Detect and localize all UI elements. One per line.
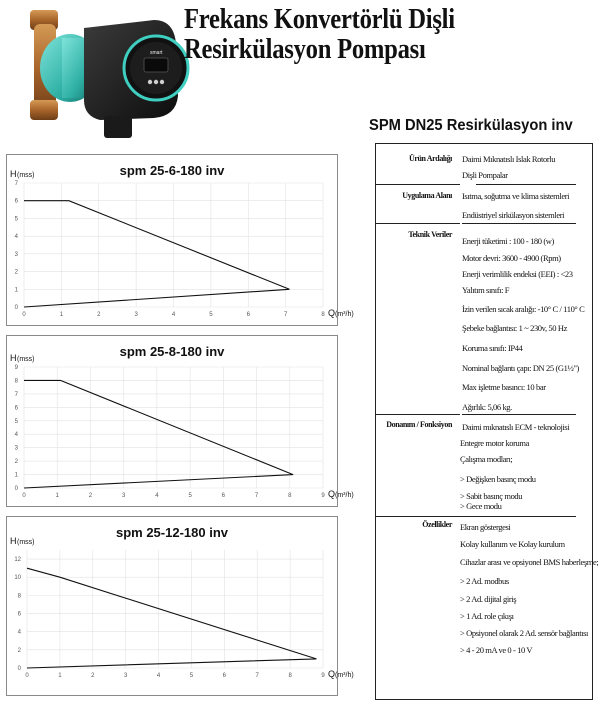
y-tick-label: 2 [14, 459, 18, 466]
spec-line: Daimi Mıknatıslı Islak Rotorlu [462, 154, 556, 164]
y-tick-label: 7 [14, 181, 18, 187]
performance-chart-3 [7, 517, 354, 695]
spec-divider [376, 184, 460, 185]
y-tick-label: 8 [14, 378, 18, 385]
spec-line: Daimi mıknatıslı ECM - teknolojisi [462, 422, 570, 432]
spec-line: Motor devri: 3600 - 4900 (Rpm) [462, 253, 561, 263]
y-axis-unit: (mss) [17, 172, 35, 179]
spec-divider [460, 516, 576, 517]
spec-line: Ağırlık: 5,06 kg. [462, 402, 512, 412]
spec-line: Dişli Pompalar [462, 170, 508, 180]
chart-panel-spm-25-6 [6, 154, 354, 326]
spec-line: Entegre motor koruma [460, 438, 529, 448]
y-tick-label: 6 [14, 405, 18, 412]
spec-line: Ekran göstergesi [460, 522, 511, 532]
x-tick-label: 6 [222, 673, 227, 679]
chart-title: spm 25-12-180 inv [115, 525, 229, 540]
spec-line: Kolay kullanım ve Kolay kurulum [460, 539, 565, 549]
spec-divider [462, 223, 576, 224]
x-tick-label: 4 [171, 312, 176, 318]
product-subtitle: SPM DN25 Resirkülasyon inv [369, 117, 573, 134]
spec-label-hardware: Donanım / Fonksiyon [386, 420, 452, 429]
y-tick-label: 2 [14, 269, 18, 276]
x-tick-label: 8 [288, 493, 292, 499]
x-tick-label: 9 [321, 673, 325, 679]
spec-line: > 4 - 20 mA ve 0 - 10 V [460, 645, 533, 655]
y-tick-label: 12 [14, 557, 21, 564]
y-tick-label: 0 [14, 486, 18, 492]
y-tick-label: 3 [14, 445, 18, 452]
y-axis-label: H [10, 536, 17, 546]
page-title-line2: Resirkülasyon Pompası [184, 34, 426, 65]
spec-line: Isıtma, soğutma ve klima sistemleri [462, 191, 570, 201]
y-axis-label: H [10, 353, 17, 363]
y-tick-label: 1 [14, 472, 18, 479]
spec-line: Cihazlar arası ve opsiyonel BMS haberleşme; [460, 557, 598, 567]
x-tick-label: 7 [254, 493, 259, 499]
x-tick-label: 2 [88, 493, 93, 499]
x-tick-label: 0 [22, 493, 26, 499]
spec-label-features: Özellikler [422, 520, 452, 529]
spec-line: İzin verilen sıcak aralığı: -10° C / 110° C [462, 304, 585, 314]
x-tick-label: 5 [209, 312, 213, 318]
y-tick-label: 4 [14, 234, 18, 241]
spec-line: Enerji tüketimi : 100 - 180 (w) [462, 236, 554, 246]
spec-line: Çalışma modları; [460, 454, 513, 464]
x-tick-label: 2 [97, 312, 101, 318]
spec-line: Max işletme basıncı: 10 bar [462, 382, 546, 392]
spec-divider [376, 223, 460, 224]
pump-brand-label: smart [150, 50, 163, 56]
spec-line: Koruma sınıfı: IP44 [462, 343, 523, 353]
x-tick-label: 1 [58, 673, 62, 679]
spec-label-application: Uygulama Alanı [402, 191, 452, 200]
y-tick-label: 7 [14, 391, 18, 398]
spec-line: Nominal bağlantı çapı: DN 25 (G1½") [462, 363, 579, 373]
spec-divider [462, 414, 576, 415]
y-tick-label: 3 [14, 251, 18, 258]
spec-line: > 2 Ad. dijital giriş [460, 594, 517, 604]
spec-line: > Gece modu [460, 501, 502, 511]
x-tick-label: 3 [123, 673, 128, 679]
chart-title: spm 25-6-180 inv [119, 163, 225, 178]
y-tick-label: 5 [14, 216, 18, 223]
y-tick-label: 6 [14, 198, 18, 205]
y-tick-label: 1 [14, 287, 18, 294]
x-tick-label: 3 [121, 493, 126, 499]
y-tick-label: 8 [17, 593, 21, 600]
x-tick-label: 9 [321, 493, 325, 499]
x-tick-label: 5 [189, 673, 194, 679]
x-tick-label: 1 [59, 312, 64, 318]
spec-line: Endüstriyel sirkülasyon sistemleri [462, 210, 565, 220]
x-axis-label: Q [328, 308, 336, 318]
x-tick-label: 7 [255, 673, 259, 679]
spec-line: Yalıtım sınıfı: F [462, 285, 510, 295]
specification-table [375, 143, 598, 700]
performance-chart-2 [7, 336, 354, 506]
spec-line: > 2 Ad. modbus [460, 576, 509, 586]
spec-divider [376, 414, 460, 415]
spec-line: > 1 Ad. role çıkışı [460, 611, 514, 621]
x-tick-label: 6 [221, 493, 226, 499]
y-tick-label: 0 [14, 305, 18, 311]
y-tick-label: 5 [14, 418, 18, 425]
x-axis-unit: (m³/h) [335, 672, 354, 679]
chart-panel-spm-25-8 [6, 335, 354, 507]
y-tick-label: 10 [14, 575, 21, 582]
x-tick-label: 4 [156, 673, 161, 679]
spec-line: Şebeke bağlantısı: 1 ~ 230v, 50 Hz [462, 323, 567, 333]
spec-line: Enerji verimlilik endeksi (EEI) : <23 [462, 269, 573, 279]
page-title-line1: Frekans Konvertörlü Dişli [184, 4, 455, 35]
x-tick-label: 6 [246, 312, 250, 318]
pump-product-image [4, 4, 184, 144]
y-tick-label: 2 [17, 647, 21, 654]
x-axis-unit: (m³/h) [335, 311, 354, 318]
y-tick-label: 0 [17, 666, 21, 672]
y-tick-label: 4 [14, 432, 18, 439]
spec-line: > Opsiyonel olarak 2 Ad. sensör bağlantısı [460, 628, 588, 638]
x-tick-label: 0 [25, 673, 29, 679]
spec-label-product-range: Ürün Ardalığı [408, 154, 452, 163]
y-axis-unit: (mss) [17, 539, 35, 546]
spec-divider [376, 516, 460, 517]
x-tick-label: 2 [91, 673, 95, 679]
x-tick-label: 1 [55, 493, 59, 499]
y-tick-label: 6 [17, 611, 21, 618]
performance-curve [27, 568, 316, 668]
y-tick-label: 4 [17, 629, 21, 636]
x-tick-label: 7 [283, 312, 288, 318]
y-axis-label: H [10, 169, 17, 179]
y-axis-unit: (mss) [17, 356, 35, 363]
x-tick-label: 0 [22, 312, 26, 318]
chart-title: spm 25-8-180 inv [119, 344, 225, 359]
x-tick-label: 8 [288, 673, 292, 679]
y-tick-label: 9 [14, 365, 18, 371]
chart-panel-spm-25-12 [6, 516, 354, 696]
performance-chart-1 [7, 155, 354, 325]
spec-line: > Değişken basınç modu [460, 474, 536, 484]
x-axis-unit: (m³/h) [335, 492, 354, 499]
x-tick-label: 8 [321, 312, 325, 318]
spec-label-technical: Teknik Veriler [408, 230, 452, 239]
spec-line: > Sabit basınç modu [460, 491, 523, 501]
x-tick-label: 3 [134, 312, 138, 318]
x-tick-label: 5 [188, 493, 192, 499]
spec-divider [476, 184, 576, 185]
x-tick-label: 4 [155, 493, 159, 499]
x-axis-label: Q [328, 669, 336, 679]
x-axis-label: Q [328, 489, 336, 499]
